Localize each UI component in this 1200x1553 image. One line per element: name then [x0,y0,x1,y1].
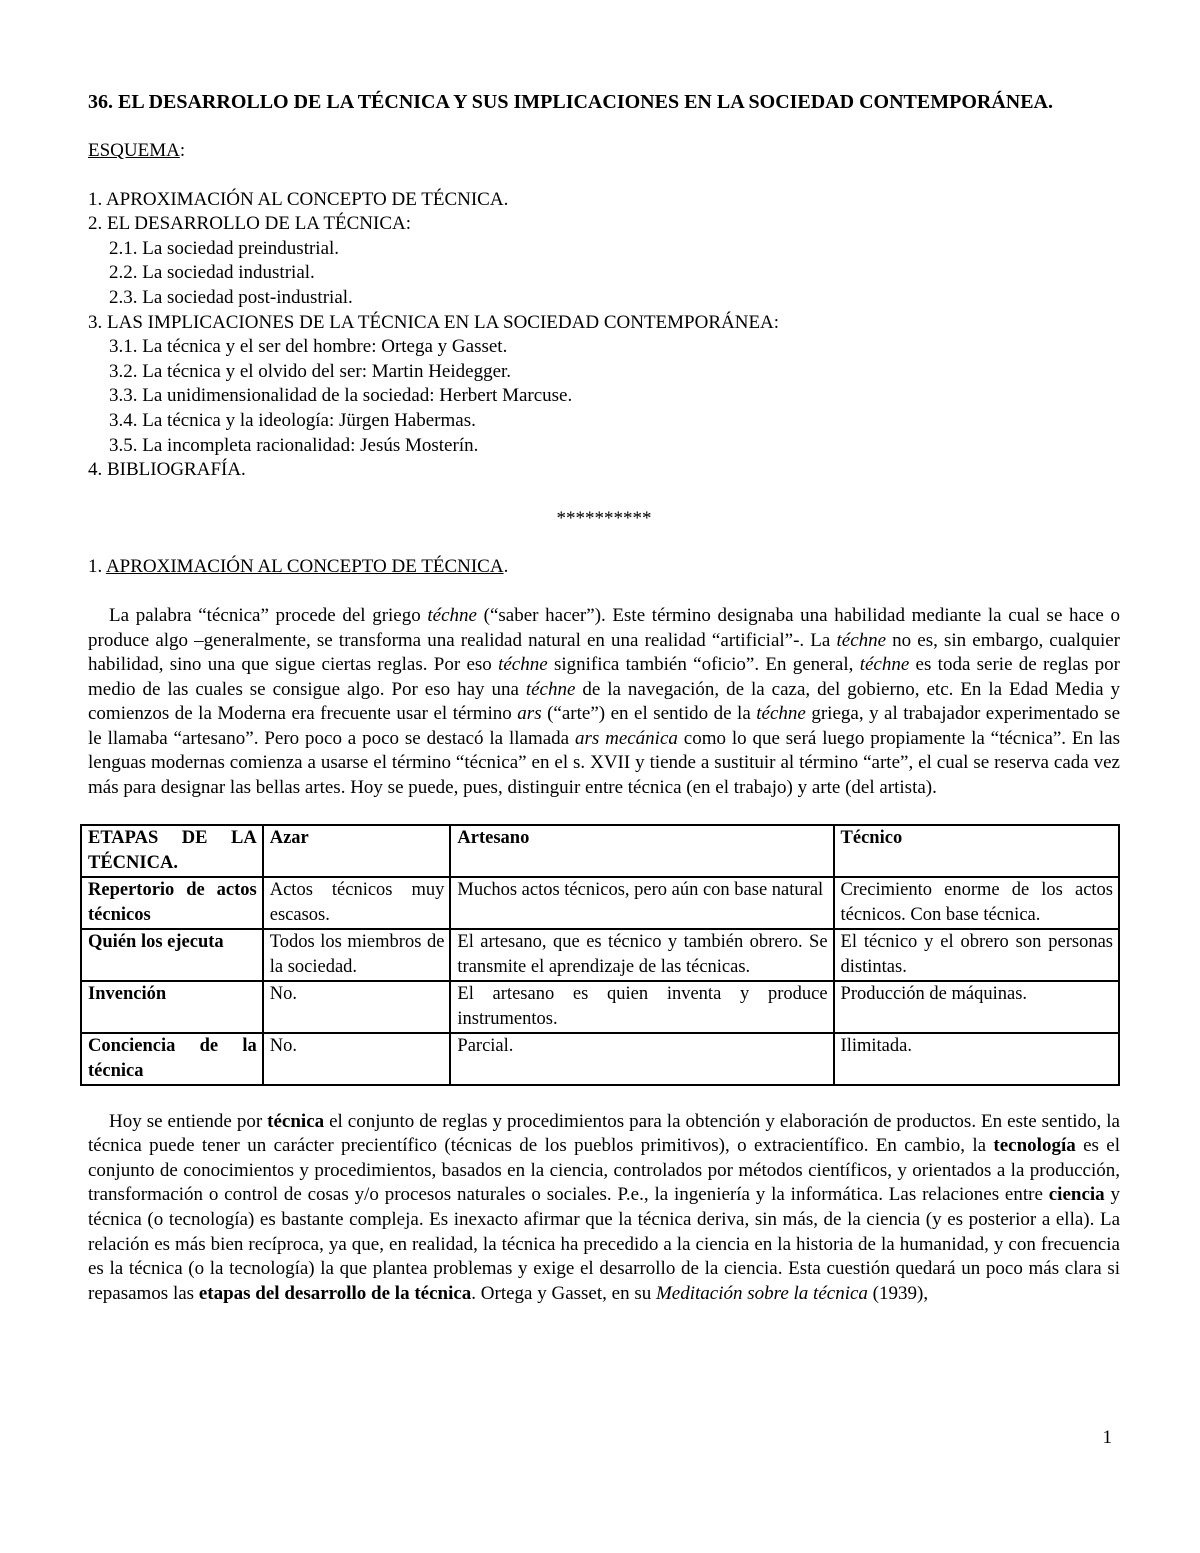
text-run: Hoy se entiende por [109,1110,268,1132]
text-run: ars [517,703,542,725]
table-row-label: Quién los ejecuta [81,929,263,981]
document-title: 36. EL DESARROLLO DE LA TÉCNICA Y SUS IMPLICACIONES EN LA SOCIEDAD CONTEMPORÁNEA. [88,91,1053,113]
outline-list [88,188,1120,483]
outline-item: 3.5. La incompleta racionalidad: Jesús Mosterín. [109,434,479,456]
text-run: téchne [859,654,910,676]
outline-item: 3.4. La técnica y la ideología: Jürgen Habermas. [109,409,476,431]
table-cell: Crecimiento enorme de los actos técnicos. Con base técnica. [834,877,1119,929]
paragraph-1 [88,604,1120,801]
table-row [81,929,1119,981]
table-row [81,1033,1119,1085]
stages-table [80,824,1120,1086]
text-run: . Ortega y Gasset, en su [471,1282,656,1304]
outline-item: 2. EL DESARROLLO DE LA TÉCNICA: [88,213,411,235]
table-cell: Producción de máquinas. [834,981,1119,1033]
outline-item: 3.2. La técnica y el olvido del ser: Martin Heidegger. [109,360,512,382]
outline-item: 3.3. La unidimensionalidad de la sociedad: Herbert Marcuse. [109,385,573,407]
text-run: y técnica (o tecnología) es bastante compleja. Es inexacto afirmar que la técnica deriva, sin más, de la ciencia (y es posterior a ella). La relación es más bien recíproca, ya que, en realidad, la técnica ha precedido a la ciencia en la historia de la humanidad, y con frecuencia es la técnica (o la tecnología) la que plantea problemas y exige el desarrollo de la ciencia. Esta cuestión quedará un poco más clara si repasamos las [88,1184,1121,1304]
text-run: La palabra “técnica” procede del griego [109,604,428,626]
text-run: téchne [427,604,477,626]
table-cell: El técnico y el obrero son personas distintas. [834,929,1119,981]
table-cell: Todos los miembros de la sociedad. [263,929,451,981]
text-run: ciencia [1048,1184,1105,1206]
text-run: es toda serie de reglas por medio de las cuales se consigue algo. Por eso hay una [88,654,1120,700]
table-cell: No. [263,1033,451,1085]
text-run: técnica [267,1110,325,1132]
table-cell: Muchos actos técnicos, pero aún con base natural [450,877,833,929]
text-run: (“saber hacer”). Este término designaba una habilidad mediante la cual se hace o produce algo –generalmente, se transforma una realidad natural en una realidad “artificial”-. La [88,604,1120,651]
outline-heading: ESQUEMA: [88,140,186,161]
section-1-heading: 1. APROXIMACIÓN AL CONCEPTO DE TÉCNICA. [88,556,509,578]
table-row [81,981,1119,1033]
text-run: es el conjunto de conocimientos y procedimientos, basados en la ciencia, controlados por métodos científicos, y orientados a la producción, transformación o control de cosas y/o procesos naturales o sociales. P.e., la ingeniería y la informática. Las relaciones entre [88,1135,1120,1206]
text-run: (“arte”) en el sentido de la [541,703,757,725]
table-row-label: Conciencia de la técnica [81,1033,263,1085]
text-run: (1939), [867,1282,929,1304]
text-run: griega, y al trabajador experimentado se le llamaba “artesano”. Pero poco a poco se destacó la llamada [88,703,1121,749]
table-header-cell: Azar [263,825,451,877]
text-run: significa también “oficio”. En general, [547,654,860,676]
table-cell: Parcial. [450,1033,833,1085]
text-run: tecnología [993,1135,1076,1157]
text-run: el conjunto de reglas y procedimientos para la obtención y elaboración de productos. En este sentido, la técnica puede tener un carácter precientífico (técnicas de los pueblos primitivos), o extracientífico. En cambio, la [88,1110,1120,1157]
outline-item: 2.3. La sociedad post-industrial. [109,286,353,308]
text-run: como lo que será luego propiamente la “técnica”. En las lenguas modernas comienza a usarse el término “técnica” en el s. XVII y tiende a sustituir al término “arte”, el cual se reserva cada vez más para designar las bellas artes. Hoy se puede, pues, distinguir entre técnica (en el trabajo) y arte (del artista). [88,727,1120,799]
outline-item: 3. LAS IMPLICACIONES DE LA TÉCNICA EN LA SOCIEDAD CONTEMPORÁNEA: [88,311,780,333]
table-header-cell: Artesano [450,825,833,877]
text-run: de la navegación, de la caza, del gobierno, etc. En la Edad Media y comienzos de la Moderna era frecuente usar el término [88,678,1121,725]
table-header-cell: ETAPAS DE LA TÉCNICA. [81,825,263,877]
table-header-row [81,825,1119,877]
table-row-label: Invención [81,981,263,1033]
page-number: 1 [1102,1427,1112,1448]
text-run: Meditación sobre la técnica [655,1282,868,1304]
text-run: téchne [525,678,576,700]
table-cell: Actos técnicos muy escasos. [263,877,451,929]
table-cell: Ilimitada. [834,1033,1119,1085]
text-run: no es, sin embargo, cualquier habilidad, sino una que sigue ciertas reglas. Por eso [88,629,1120,676]
table-cell: El artesano es quien inventa y produce instrumentos. [450,981,833,1033]
table-row [81,877,1119,929]
separator: ********** [556,507,652,529]
outline-item: 2.1. La sociedad preindustrial. [109,237,340,259]
text-run: téchne [756,703,806,725]
text-run: téchne [836,629,887,651]
text-run: etapas del desarrollo de la técnica [198,1282,472,1304]
outline-item: 3.1. La técnica y el ser del hombre: Ortega y Gasset. [109,336,508,358]
table-cell: No. [263,981,451,1033]
document-page [88,90,1120,1306]
outline-item: 1. APROXIMACIÓN AL CONCEPTO DE TÉCNICA. [88,188,509,210]
text-run: téchne [498,654,548,676]
table-cell: El artesano, que es técnico y también obrero. Se transmite el aprendizaje de las técnicas. [450,929,833,981]
text-run: ars mecánica [574,727,678,749]
table-row-label: Repertorio de actos técnicos [81,877,263,929]
paragraph-2 [88,1110,1120,1307]
outline-item: 2.2. La sociedad industrial. [109,262,315,284]
table-header-cell: Técnico [834,825,1119,877]
outline-item: 4. BIBLIOGRAFÍA. [88,459,246,481]
